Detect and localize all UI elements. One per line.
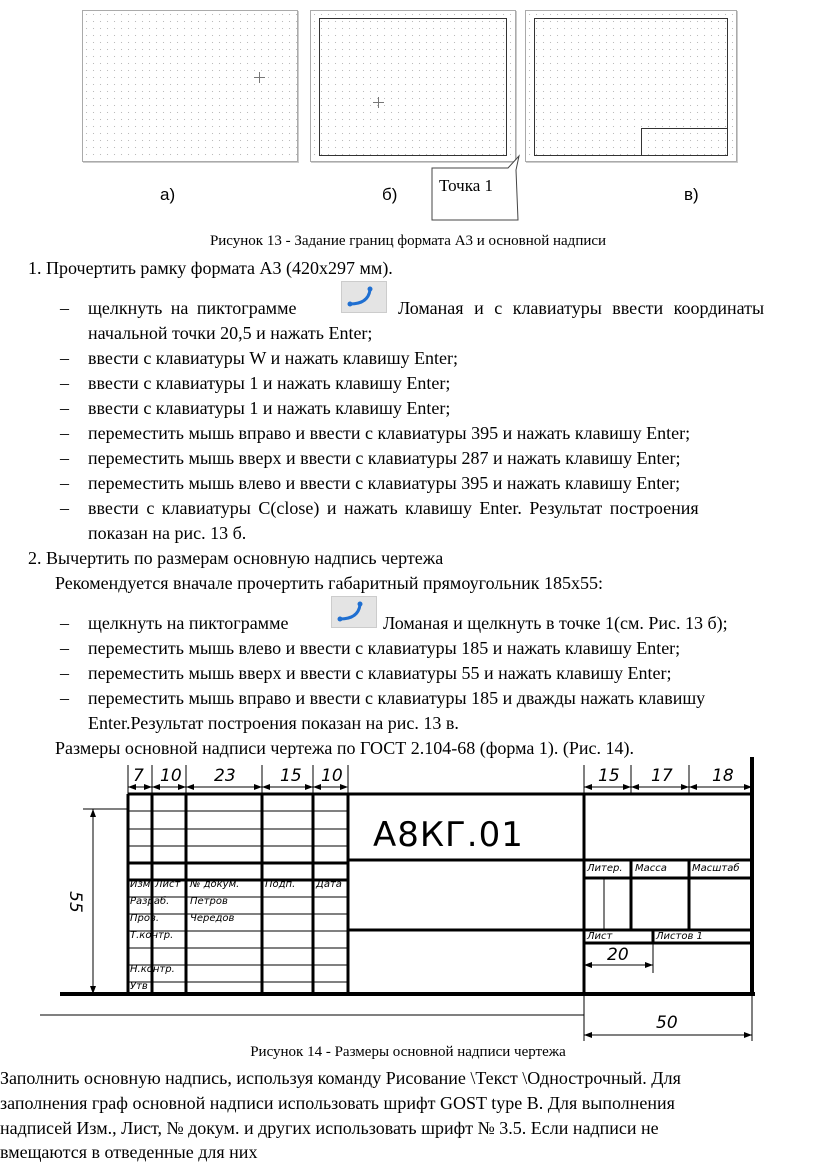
bullet: – xyxy=(60,498,69,518)
row-prov: Пров. xyxy=(130,913,160,924)
dim-7: 7 xyxy=(133,766,144,786)
header-date: Дата xyxy=(316,879,342,890)
label-massa: Масса xyxy=(635,863,667,874)
bullet: – xyxy=(60,423,69,443)
name-petrov: Петров xyxy=(190,896,228,907)
callout-text: Точка 1 xyxy=(439,176,494,195)
dim-23: 23 xyxy=(214,766,236,786)
bullet: – xyxy=(60,613,69,633)
footer-line: вмещаются в отведенные для них xyxy=(0,1142,258,1162)
cursor-cross xyxy=(259,72,260,83)
step2-item1-a: щелкнуть на пиктограмме xyxy=(88,613,289,633)
step1-item: переместить мышь вверх и ввести с клавиатуры 287 и нажать клавишу Enter; xyxy=(88,448,681,468)
grid-panel-c xyxy=(525,10,737,162)
dim-15: 15 xyxy=(598,766,620,786)
grid-panel-b xyxy=(310,10,516,162)
header-izm: Изм xyxy=(130,879,151,890)
label-c: в) xyxy=(684,185,699,204)
label-list: Лист xyxy=(587,931,613,942)
label-liter: Литер. xyxy=(587,863,623,874)
step2-title: 2. Вычертить по размерам основную надпись чертежа xyxy=(28,548,444,568)
row-utv: Утв xyxy=(130,981,148,992)
dim-15: 15 xyxy=(280,766,302,786)
row-razrab: Разраб. xyxy=(130,896,170,907)
step1-item: переместить мышь вправо и ввести с клавиатуры 395 и нажать клавишу Enter; xyxy=(88,423,691,443)
step2-item1-b: Ломаная и щелкнуть в точке 1(см. Рис. 13 б); xyxy=(383,613,728,633)
bullet: – xyxy=(60,448,69,468)
label-masshtab: Масштаб xyxy=(692,863,740,874)
step2-item: переместить мышь влево и ввести с клавиатуры 185 и нажать клавишу Enter; xyxy=(88,638,681,658)
footer-line: заполнения граф основной надписи использовать шрифт GOST type B. Для выполнения xyxy=(0,1093,675,1113)
step1-item: ввести с клавиатуры W и нажать клавишу Enter; xyxy=(88,348,459,368)
row-tkontr: Т.контр. xyxy=(130,930,174,941)
bullet: – xyxy=(60,348,69,368)
step1-item: переместить мышь влево и ввести с клавиатуры 395 и нажать клавишу Enter; xyxy=(88,473,681,493)
step1-last-b: показан на рис. 13 б. xyxy=(88,523,247,543)
step2-item: переместить мышь вверх и ввести с клавиатуры 55 и нажать клавишу Enter; xyxy=(88,663,672,683)
bullet: – xyxy=(60,638,69,658)
grid-panel-a xyxy=(82,10,298,162)
step2-recommend: Рекомендуется вначале прочертить габаритный прямоугольник 185х55: xyxy=(55,573,604,593)
frame-border xyxy=(319,18,507,156)
step1-item: ввести с клавиатуры 1 и нажать клавишу Enter; xyxy=(88,398,451,418)
name-cheredov: Чередов xyxy=(190,913,235,924)
header-sign: Подп. xyxy=(265,879,296,890)
dim-55: 55 xyxy=(64,891,85,913)
step1-item: ввести с клавиатуры 1 и нажать клавишу Enter; xyxy=(88,373,451,393)
step2-sizes: Размеры основной надписи чертежа по ГОСТ 2.104-68 (форма 1). (Рис. 14). xyxy=(55,738,634,758)
title-block-outline xyxy=(641,128,728,156)
header-doc: № докум. xyxy=(190,879,240,890)
step2-last-a: переместить мышь вправо и ввести с клавиатуры 185 и дважды нажать клавишу xyxy=(88,688,706,708)
bullet: – xyxy=(60,298,69,318)
bullet: – xyxy=(60,373,69,393)
dim-10: 10 xyxy=(160,766,182,786)
dim-17: 17 xyxy=(651,766,673,786)
bullet: – xyxy=(60,688,69,708)
dim-50: 50 xyxy=(656,1013,678,1033)
step1-item1-c: начальной точки 20,5 и нажать Enter; xyxy=(88,323,373,343)
row-nkontr: Н.контр. xyxy=(130,964,175,975)
dim-10: 10 xyxy=(321,766,343,786)
polyline-icon[interactable] xyxy=(331,596,377,628)
title-block-drawing xyxy=(0,745,816,1045)
cursor-cross xyxy=(378,97,379,108)
label-a: а) xyxy=(160,185,176,204)
label-b: б) xyxy=(382,185,398,204)
step2-last-b: Enter.Результат построения показан на рис. 13 в. xyxy=(88,713,459,733)
bullet: – xyxy=(60,398,69,418)
dim-20: 20 xyxy=(607,945,629,965)
figure13-caption: Рисунок 13 - Задание границ формата А3 и основной надписи xyxy=(209,233,607,249)
footer-line: надписей Изм., Лист, № докум. и других использовать шрифт № 3.5. Если надписи не xyxy=(0,1118,659,1138)
footer-line: Заполнить основную надпись, используя команду Рисование \Текст \Однострочный. Для xyxy=(0,1068,681,1088)
step1-last-a: ввести с клавиатуры C(close) и нажать клавишу Enter. Результат построения xyxy=(88,498,699,518)
step1-item1-b: Ломаная и с клавиатуры ввести координаты xyxy=(398,298,765,318)
figure14-caption: Рисунок 14 - Размеры основной надписи чертежа xyxy=(250,1044,566,1060)
header-list: Лист xyxy=(155,879,181,890)
step1-title: 1. Прочертить рамку формата А3 (420x297 мм). xyxy=(28,258,393,278)
bullet: – xyxy=(60,663,69,683)
polyline-icon[interactable] xyxy=(341,281,387,313)
dim-18: 18 xyxy=(712,766,734,786)
label-listov: Листов 1 xyxy=(656,931,703,942)
bullet: – xyxy=(60,473,69,493)
step1-item1-a: щелкнуть на пиктограмме xyxy=(88,298,297,318)
drawing-code: А8КГ.01 xyxy=(373,815,524,855)
